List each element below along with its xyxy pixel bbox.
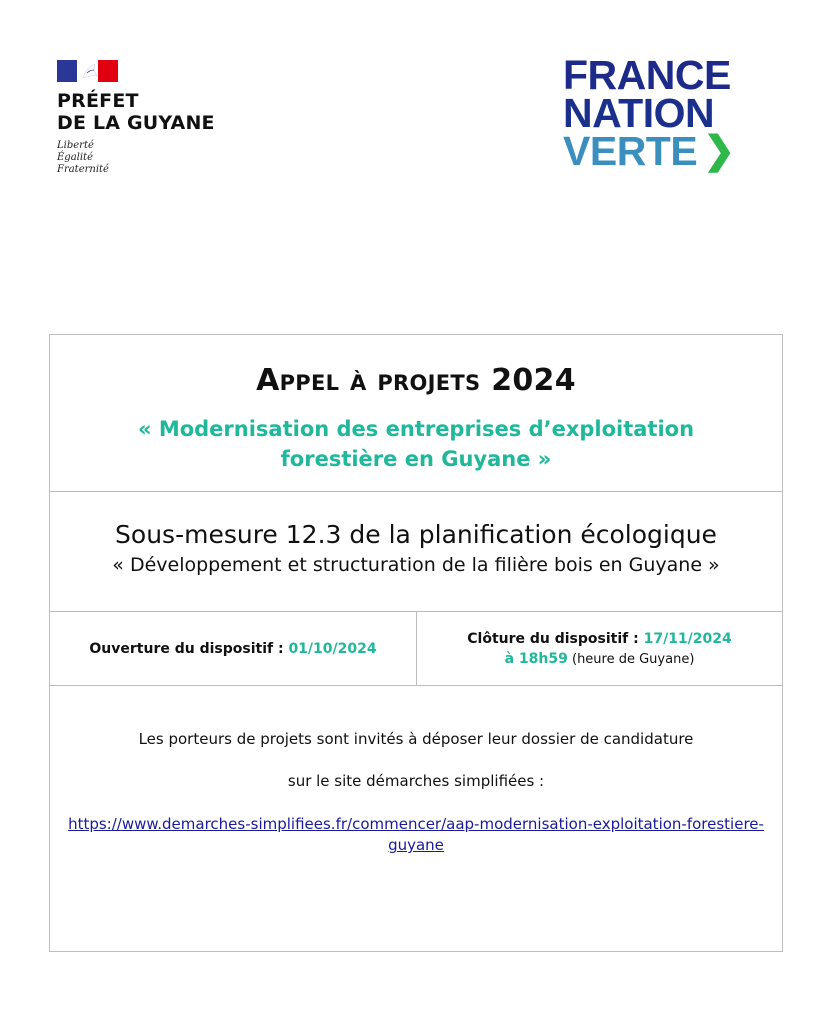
notice-subtitle: « Modernisation des entreprises d’exploitation forestière en Guyane » [137, 417, 695, 471]
prefecture-line-1: PRÉFET [57, 90, 139, 112]
fnv-line-1: FRANCE [563, 52, 731, 98]
instructions-line-2: sur le site démarches simplifiées : [287, 772, 545, 790]
notice-title: Appel à projets 2024 [256, 363, 576, 398]
france-nation-verte-logo [563, 52, 763, 174]
marianne-icon [79, 62, 101, 80]
mesure-subtitle: « Développement et structuration de la filière bois en Guyane » [112, 554, 720, 576]
fnv-line-3: VERTE [563, 128, 698, 174]
prefecture-line-2: DE LA GUYANE [57, 112, 215, 134]
republic-motto [57, 140, 215, 176]
closing-text [467, 631, 732, 647]
fnv-line-3-wrap [563, 128, 763, 174]
title-section [50, 335, 782, 492]
instructions-line-1: Les porteurs de projets sont invités à déposer leur dossier de candidature [138, 730, 694, 748]
closing-label: Clôture du dispositif : [467, 630, 644, 647]
prefecture-logo [57, 60, 215, 176]
motto-fraternite: Fraternité [57, 164, 109, 175]
closing-timezone: (heure de Guyane) [567, 651, 695, 667]
motto-egalite: Égalité [57, 152, 93, 163]
notice-box [49, 334, 783, 952]
demarches-simplifiees-link[interactable]: https://www.demarches-simplifiees.fr/commencer/aap-modernisation-exploitation-forestiere-guyane [68, 815, 764, 854]
prefecture-name [57, 90, 215, 134]
opening-date: 01/10/2024 [288, 640, 377, 657]
mesure-section [50, 492, 782, 612]
chevron-right-icon: ❯ [703, 130, 735, 172]
opening-text [89, 641, 376, 657]
closing-cell [417, 612, 782, 685]
dates-section [50, 612, 782, 686]
mesure-title: Sous-mesure 12.3 de la planification écologique [115, 520, 717, 549]
closing-time-line [505, 651, 695, 667]
instructions-section [50, 686, 782, 951]
closing-date: 17/11/2024 [643, 630, 732, 647]
closing-time: à 18h59 [504, 650, 568, 667]
opening-label: Ouverture du dispositif : [89, 640, 289, 657]
opening-cell [50, 612, 417, 685]
fnv-line-2: NATION [563, 90, 715, 136]
motto-liberte: Liberté [57, 140, 94, 151]
